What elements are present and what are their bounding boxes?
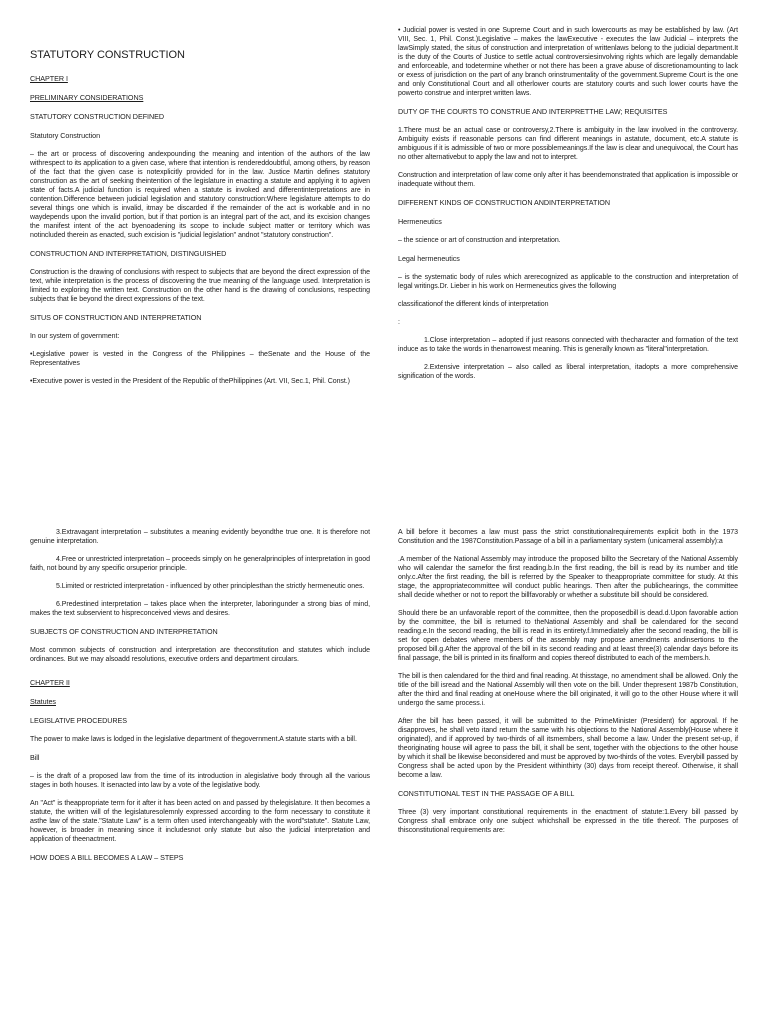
paragraph: :	[398, 319, 400, 326]
paragraph: .A member of the National Assembly may introduce the proposed billto the Secretary of the National Assembly who will calendar the samefor the first reading.b.In the first reading, the bill is read by its number and title only.c.After the first reading, the bill is referred by the Speaker to theappropriate committee for study. At this stage, the appropriatecommittee will conduct public hearings. Then after the publichearings, the committee shall decide whether or not to report the billfavorably or whether a substitute bill should be considered.	[398, 556, 738, 599]
list-item: 3.Extravagant interpretation – substitutes a meaning evidently beyondthe true one. It is therefore not genuine interpretation.	[30, 529, 370, 545]
list-item: 6.Predestined interpretation – takes place when the interpreter, laboringunder a strong bias of mind, makes the text subservient to hispreconceived views and desires.	[30, 601, 370, 617]
document-title: STATUTORY CONSTRUCTION	[30, 49, 185, 61]
term-heading: Statutory Construction	[30, 131, 101, 140]
paragraph: Should there be an unfavorable report of the committee, then the proposedbill is dead.d.Upon favorable action by the committee, the bill is returned to theNational Assembly and shall be calendared for the second reading.e.In the second reading, the bill is read in its entirety.f.Immediately after the second reading, the bill is set for open debates where members of the assembly may propose amendments andinsertions to the proposed bill.g.After the approval of the bill in its second reading and at least three(3) calendar days before its final passage, the bill is printed in its finalform and copies thereof distributed to each of the members.h.	[398, 610, 738, 662]
paragraph: 1.There must be an actual case or controversy,2.There is ambiguity in the law involved in the controversy. Ambiguity exists if reasonable persons can find different meanings in astatute, document, etc.A statute is ambiguous if it is admissible of two or more possiblemeanings.If the law is clear and unequivocal, the Court has no other alternativebut to apply the law and not to interpret.	[398, 127, 738, 161]
list-item: 5.Limited or restricted interpretation - influenced by other principlesthan the strictly hermeneutic ones.	[56, 583, 365, 590]
term-heading: Bill	[30, 753, 40, 762]
bullet-paragraph: •Legislative power is vested in the Congress of the Philippines – theSenate and the House of the Representatives	[30, 351, 370, 367]
section-heading: CONSTITUTIONAL TEST IN THE PASSAGE OF A BILL	[398, 789, 575, 798]
list-item: 4.Free or unrestricted interpretation – proceeds simply on he generalprinciples of interpretation in good faith, not bound by any specific orsuperior principle.	[30, 556, 370, 572]
chapter-heading: CHAPTER II	[30, 678, 70, 687]
paragraph: – is the draft of a proposed law from the time of its introduction in alegislative body through all the various stages in both houses. It isenacted into law by a vote of the legislative body.	[30, 773, 370, 789]
section-heading: LEGISLATIVE PROCEDURES	[30, 716, 128, 725]
paragraph: • Judicial power is vested in one Supreme Court and in such lowercourts as may be established by law. (Art VIII, Sec. 1, Phil. Const.)Legislative – makes the lawExecutive - executes the law Judicial – interprets the lawSimply stated, the situs of construction and interpretation of writtenlaws belong to the judicial department.It is the duty of the Courts of Justice to settle actual controversiesinvolving rights which are legally demandable and enforceable, and todetermine whether or not there has been a grave abuse of discretionamounting to lack or exess of jurisdiction on the part of any branch orinstrumentality of the government.Supreme Court is the one and only Constitutional Court and all otherlower courts are statutory courts and such lower courts have the powerto construe and interpret written laws.	[398, 27, 738, 97]
paragraph: Construction is the drawing of conclusions with respect to subjects that are beyond the direct expression of the text, while interpretation is the process of discovering the true meaning of the language used. Interpretation is limited to exploring the written text. Construction on the other hand is the drawing of conclusions, respecting subjects that lie beyond the direct expressions of the text.	[30, 269, 370, 303]
chapter-heading: CHAPTER I	[30, 74, 68, 83]
paragraph: Most common subjects of construction and interpretation are theconstitution and statutes which include ordinances. But we may alsoadd resolutions, executive orders and department circulars.	[30, 647, 370, 663]
page1-right-column	[398, 26, 738, 390]
paragraph: Three (3) very important constitutional requirements in the enactment of statute:1.Every bill passed by Congress shall embrace only one subject whichshall be expressed in the title thereof. The purposes of thisconstitutional requirements are:	[398, 809, 738, 834]
section-heading: SITUS OF CONSTRUCTION AND INTERPRETATION	[30, 313, 202, 322]
list-item: 2.Extensive interpretation – also called as liberal interpretation, itadopts a more comprehensive signification of the words.	[398, 364, 738, 380]
term-heading: Legal hermeneutics	[398, 254, 460, 263]
paragraph: The power to make laws is lodged in the legislative department of thegovernment.A statute starts with a bill.	[30, 736, 357, 743]
page2-left-column	[30, 528, 370, 872]
paragraph: After the bill has been passed, it will be submitted to the PrimeMinister (President) for approval. If he disapproves, he shall veto itand return the same with his objections to the National Assembly(House where it originated), and if approved by two-thirds of all itsmembers, shall become a law. Under the present set-up, if theoriginating house will agree to pass the bill, it shall be sent, together with the objections to the other house by which it shall be likewise beconsidered and must be approved by two-thirds of the votes. Everybill passed by Congress shall be acted upon by the President withinthirty (30) days from receipt thereof. Otherwise, it shall become a law.	[398, 718, 738, 779]
section-heading: DIFFERENT KINDS OF CONSTRUCTION ANDINTERPRETATION	[398, 198, 610, 207]
section-heading: HOW DOES A BILL BECOMES A LAW – STEPS	[30, 853, 184, 862]
document-page-2	[0, 512, 768, 1024]
page1-left-column	[30, 48, 370, 395]
page2-right-column	[398, 528, 738, 844]
section-heading: SUBJECTS OF CONSTRUCTION AND INTERPRETATION	[30, 627, 218, 636]
paragraph: A bill before it becomes a law must pass the strict constitutionalrequirements explicit both in the 1973 Constitution and the 1987Constitution.Passage of a bill in a parliamentary system (unicameral assembly):a	[398, 529, 738, 545]
section-heading: CONSTRUCTION AND INTERPRETATION, DISTINGUISHED	[30, 249, 227, 258]
paragraph: – is the systematic body of rules which arerecognized as applicable to the construction and interpretation of legal writings.Dr. Lieber in his work on Hermeneutics gives the following	[398, 274, 738, 290]
section-heading: Statutes	[30, 697, 56, 706]
paragraph: classificationof the different kinds of interpretation	[398, 301, 549, 308]
term-heading: Hermeneutics	[398, 217, 442, 226]
paragraph: – the art or process of discovering andexpounding the meaning and intention of the authors of the law withrespect to its application to a given case, where that intention is rendereddoubtful, among others, by reason of the fact that the given case is notexplicitly provided for in the law. Justice Martin defines statutory construction as the art of seeking theintention of the legislature in enacting a statute and applying it to agiven state of facts.A judicial function is required when a statute is invoked and differentinterpretations are in contention.Difference between judicial legislation and statutory construction:Where legislature attempts to do several things one which is invalid, itmay be discarded if the remainder of the act is workable and in no waydepends upon the invalid portion, but if that portion is an integral part of the act, and its excision changes the manifest intent of the act byenoadening its scope to include subject matter or territory which was notincluded therein as enacted, such excision is "judicial legislation" andnot "statutory construction".	[30, 151, 370, 239]
section-heading: PRELIMINARY CONSIDERATIONS	[30, 93, 144, 102]
section-heading: DUTY OF THE COURTS TO CONSTRUE AND INTERPRETTHE LAW; REQUISITES	[398, 107, 668, 116]
paragraph: Construction and interpretation of law come only after it has beendemonstrated that application is impossible or inadequate without them.	[398, 172, 738, 188]
paragraph: In our system of government:	[30, 333, 120, 340]
paragraph: The bill is then calendared for the third and final reading. At thisstage, no amendment shall be allowed. Only the title of the bill isread and the National Assembly will then vote on the bill. Under thepresent 1987b Constitution, after the third and final reading at oneHouse where the bill originated, it will go to the other House where it will undergo the same process.i.	[398, 673, 738, 707]
list-item: 1.Close interpretation – adopted if just reasons connected with thecharacter and formation of the text induce as to take the words in thenarrowest meaning. This is generally known as "literal"interpretation.	[398, 337, 738, 353]
paragraph: An "Act" is theappropriate term for it after it has been acted on and passed by thelegislature. It then becomes a statute, the written will of the legislaturesolemnly expressed according to the form necessary to constitute it asthe law of the state."Statute Law" is a term often used interchangeably with the word"statute". Statute Law, however, is broader in meaning since it includesnot only statute but also the judicial interpretation and application of theenactment.	[30, 800, 370, 843]
paragraph: – the science or art of construction and interpretation.	[398, 237, 561, 244]
bullet-paragraph: •Executive power is vested in the President of the Republic of thePhilippines (Art. VII, Sec.1, Phil. Const.)	[30, 378, 350, 385]
section-heading: STATUTORY CONSTRUCTION DEFINED	[30, 112, 165, 121]
